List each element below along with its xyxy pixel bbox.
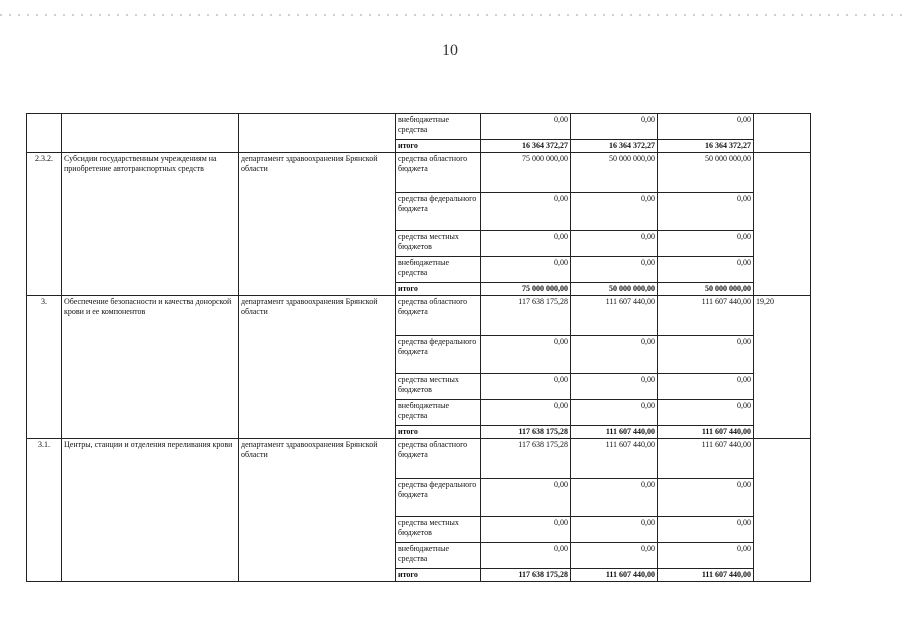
item-name: Центры, станции и отделения переливания крови xyxy=(62,439,239,582)
amount-year-1: 0,00 xyxy=(481,193,571,231)
table-row xyxy=(27,114,811,140)
amount-year-1: 117 638 175,28 xyxy=(481,439,571,479)
funding-source: внебюджетные средства xyxy=(396,543,481,569)
executor xyxy=(239,114,396,153)
funding-source: средства федерального бюджета xyxy=(396,479,481,517)
amount-year-2: 0,00 xyxy=(571,400,658,426)
amount-year-1: 117 638 175,28 xyxy=(481,569,571,582)
amount-year-2: 0,00 xyxy=(571,374,658,400)
amount-year-3: 0,00 xyxy=(658,517,754,543)
funding-source: средства областного бюджета xyxy=(396,439,481,479)
indicator-value xyxy=(754,439,811,582)
amount-year-2: 0,00 xyxy=(571,231,658,257)
amount-year-2: 111 607 440,00 xyxy=(571,569,658,582)
amount-year-2: 0,00 xyxy=(571,114,658,140)
item-code: 3.1. xyxy=(27,439,62,582)
amount-year-1: 0,00 xyxy=(481,374,571,400)
item-code: 3. xyxy=(27,296,62,439)
amount-year-1: 117 638 175,28 xyxy=(481,296,571,336)
amount-year-2: 0,00 xyxy=(571,479,658,517)
amount-year-3: 0,00 xyxy=(658,193,754,231)
funding-source: внебюджетные средства xyxy=(396,257,481,283)
amount-year-1: 0,00 xyxy=(481,336,571,374)
amount-year-3: 0,00 xyxy=(658,257,754,283)
funding-source: средства местных бюджетов xyxy=(396,517,481,543)
amount-year-3: 0,00 xyxy=(658,336,754,374)
amount-year-2: 50 000 000,00 xyxy=(571,153,658,193)
budget-table xyxy=(26,113,811,582)
funding-source: средства федерального бюджета xyxy=(396,193,481,231)
amount-year-2: 0,00 xyxy=(571,193,658,231)
amount-year-2: 111 607 440,00 xyxy=(571,426,658,439)
table-row xyxy=(27,296,811,336)
funding-source: средства областного бюджета xyxy=(396,153,481,193)
executor: департамент здравоохранения Брянской области xyxy=(239,439,396,582)
indicator-value xyxy=(754,114,811,153)
page-number: 10 xyxy=(442,42,458,59)
scan-noise xyxy=(0,14,905,16)
funding-source: средства федерального бюджета xyxy=(396,336,481,374)
funding-source: средства местных бюджетов xyxy=(396,231,481,257)
amount-year-2: 0,00 xyxy=(571,336,658,374)
amount-year-2: 111 607 440,00 xyxy=(571,439,658,479)
amount-year-1: 0,00 xyxy=(481,231,571,257)
funding-source: итого xyxy=(396,140,481,153)
executor: департамент здравоохранения Брянской области xyxy=(239,153,396,296)
item-name: Обеспечение безопасности и качества донорской крови и ее компонентов xyxy=(62,296,239,439)
amount-year-1: 75 000 000,00 xyxy=(481,283,571,296)
funding-source: внебюджетные средства xyxy=(396,400,481,426)
amount-year-3: 50 000 000,00 xyxy=(658,153,754,193)
amount-year-1: 0,00 xyxy=(481,257,571,283)
item-name xyxy=(62,114,239,153)
indicator-value: 19,20 xyxy=(754,296,811,439)
amount-year-3: 50 000 000,00 xyxy=(658,283,754,296)
amount-year-3: 0,00 xyxy=(658,479,754,517)
amount-year-1: 0,00 xyxy=(481,479,571,517)
amount-year-2: 0,00 xyxy=(571,517,658,543)
amount-year-1: 0,00 xyxy=(481,400,571,426)
item-name: Субсидии государственным учреждениям на приобретение автотранспортных средств xyxy=(62,153,239,296)
indicator-value xyxy=(754,153,811,296)
amount-year-2: 50 000 000,00 xyxy=(571,283,658,296)
funding-source: итого xyxy=(396,426,481,439)
funding-source: внебюджетные средства xyxy=(396,114,481,140)
amount-year-3: 0,00 xyxy=(658,543,754,569)
funding-source: итого xyxy=(396,569,481,582)
funding-source: средства местных бюджетов xyxy=(396,374,481,400)
amount-year-1: 0,00 xyxy=(481,543,571,569)
amount-year-3: 111 607 440,00 xyxy=(658,439,754,479)
item-code: 2.3.2. xyxy=(27,153,62,296)
amount-year-2: 111 607 440,00 xyxy=(571,296,658,336)
table-row xyxy=(27,153,811,193)
table-body xyxy=(27,114,811,582)
amount-year-3: 111 607 440,00 xyxy=(658,569,754,582)
funding-source: итого xyxy=(396,283,481,296)
item-code xyxy=(27,114,62,153)
amount-year-2: 0,00 xyxy=(571,543,658,569)
amount-year-1: 0,00 xyxy=(481,114,571,140)
funding-source: средства областного бюджета xyxy=(396,296,481,336)
amount-year-1: 0,00 xyxy=(481,517,571,543)
amount-year-3: 16 364 372,27 xyxy=(658,140,754,153)
amount-year-2: 16 364 372,27 xyxy=(571,140,658,153)
amount-year-3: 0,00 xyxy=(658,374,754,400)
amount-year-3: 0,00 xyxy=(658,231,754,257)
amount-year-3: 111 607 440,00 xyxy=(658,426,754,439)
amount-year-3: 111 607 440,00 xyxy=(658,296,754,336)
amount-year-1: 75 000 000,00 xyxy=(481,153,571,193)
table-row xyxy=(27,439,811,479)
amount-year-2: 0,00 xyxy=(571,257,658,283)
executor: департамент здравоохранения Брянской области xyxy=(239,296,396,439)
amount-year-1: 16 364 372,27 xyxy=(481,140,571,153)
amount-year-3: 0,00 xyxy=(658,400,754,426)
amount-year-1: 117 638 175,28 xyxy=(481,426,571,439)
amount-year-3: 0,00 xyxy=(658,114,754,140)
